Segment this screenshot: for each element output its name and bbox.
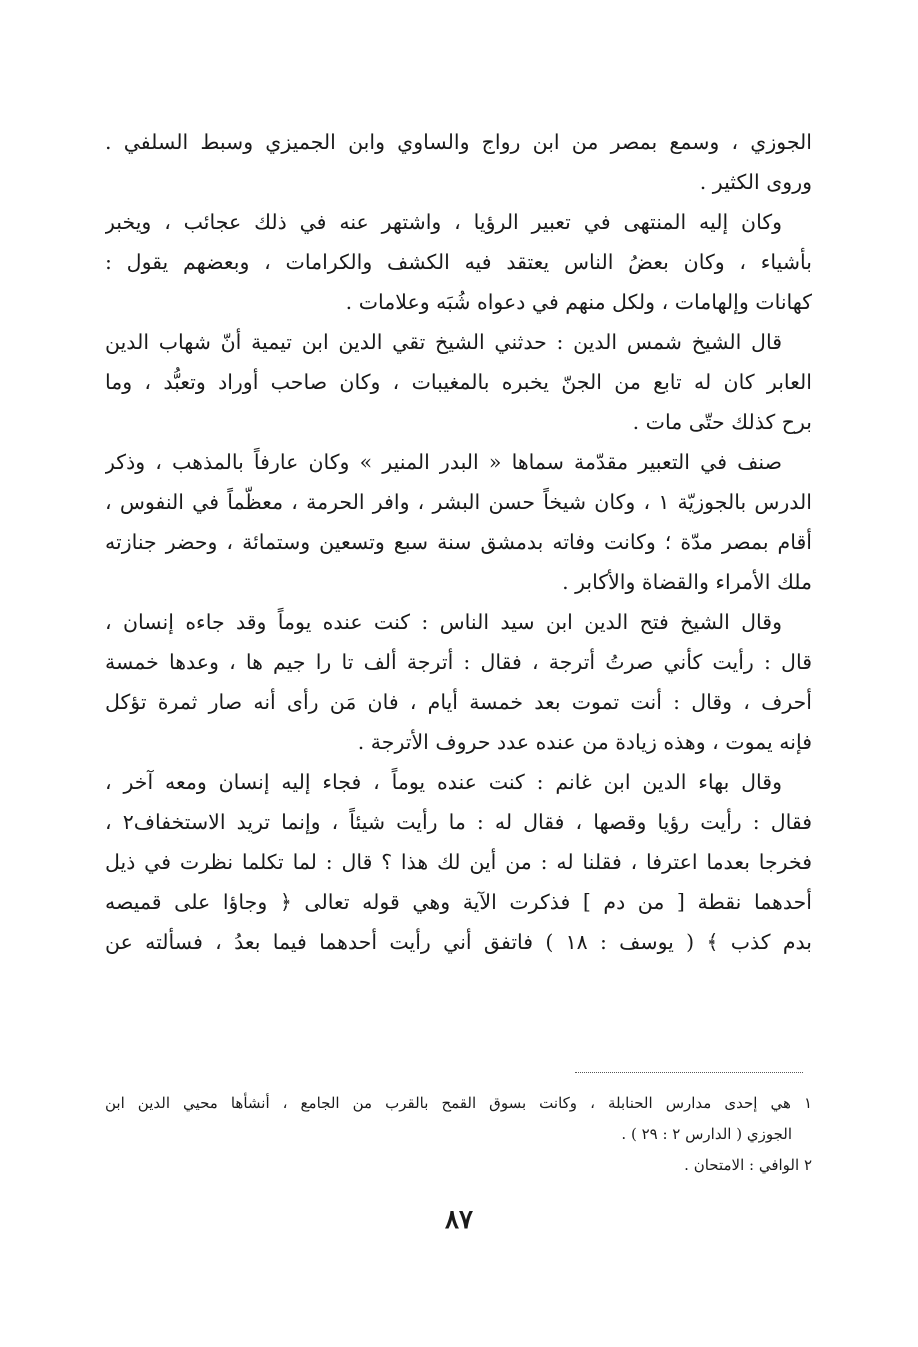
text-line: وقال بهاء الدين ابن غانم : كنت عنده يوماً ، فجاء إليه إنسان ومعه آخر ،	[105, 770, 782, 794]
text-line: فخرجا بعدما اعترفا ، فقلنا له : من أين لك هذا ؟ قال : لما تكلما نظرت في ذيل	[105, 850, 812, 874]
text-line: صنف في التعبير مقدّمة سماها « البدر المنير » وكان عارفاً بالمذهب ، وذكر	[105, 450, 782, 474]
text-line: فإنه يموت ، وهذه زيادة من عنده عدد حروف الأترجة .	[357, 730, 812, 754]
text-line: برح كذلك حتّى مات .	[632, 410, 812, 434]
footnote-line: ٢ الوافي : الامتحان .	[684, 1156, 812, 1174]
footnote-line: الجوزي ( الدارس ٢ : ٢٩ ) .	[621, 1125, 792, 1143]
text-line: الدرس بالجوزيّة ١ ، وكان شيخاً حسن البشر ، وافر الحرمة ، معظّماً في النفوس ،	[105, 490, 812, 514]
footnote-line: ١ هي إحدى مدارس الحنابلة ، وكانت بسوق القمح بالقرب من الجامع ، أنشأها محيي الدين ابن	[105, 1094, 812, 1112]
text-line: الجوزي ، وسمع بمصر من ابن رواج والساوي وابن الجميزي وسبط السلفي .	[105, 130, 812, 154]
text-line: فقال : رأيت رؤيا وقصها ، فقال له : ما رأيت شيئاً ، وإنما تريد الاستخفاف٢ ،	[105, 810, 812, 834]
text-line: بدم كذب ﴾ ( يوسف : ١٨ ) فاتفق أني رأيت أحدهما فيما بعدُ ، فسألته عن	[105, 930, 812, 954]
text-line: قال الشيخ شمس الدين : حدثني الشيخ تقي الدين ابن تيمية أنّ شهاب الدين	[105, 330, 782, 354]
text-line: أقام بمصر مدّة ؛ وكانت وفاته بدمشق سنة سبع وتسعين وستمائة ، وحضر جنازته	[105, 530, 812, 554]
text-line: كهانات وإلهامات ، ولكل منهم في دعواه شُبَه وعلامات .	[345, 290, 812, 314]
text-line: وكان إليه المنتهى في تعبير الرؤيا ، واشتهر عنه في ذلك عجائب ، ويخبر	[105, 210, 782, 234]
text-line: أحدهما نقطة [ من دم ] فذكرت الآية وهي قوله تعالى ﴿ وجاؤا على قميصه	[105, 890, 812, 914]
text-line: وقال الشيخ فتح الدين ابن سيد الناس : كنت عنده يوماً وقد جاءه إنسان ،	[105, 610, 782, 634]
footnotes	[105, 1088, 812, 1181]
text-line: أحرف ، وقال : أنت تموت بعد خمسة أيام ، فان مَن رأى أنه صار ثمرة تؤكل	[105, 690, 812, 714]
text-line: وروى الكثير .	[699, 170, 812, 194]
text-line: قال : رأيت كأني صرتُ أترجة ، فقال : أترجة ألف تا را جيم ها ، وعدها خمسة	[105, 650, 812, 674]
main-text	[105, 122, 812, 962]
text-line: العابر كان له تابع من الجنّ يخبره بالمغيبات ، وكان صاحب أوراد وتعبُّد ، وما	[105, 370, 812, 394]
footnote-separator	[575, 1072, 803, 1073]
text-line: ملك الأمراء والقضاة والأكابر .	[562, 570, 812, 594]
text-line: بأشياء ، وكان بعضُ الناس يعتقد فيه الكشف والكرامات ، وبعضهم يقول :	[105, 250, 812, 274]
page-number: ٨٧	[445, 1205, 473, 1235]
